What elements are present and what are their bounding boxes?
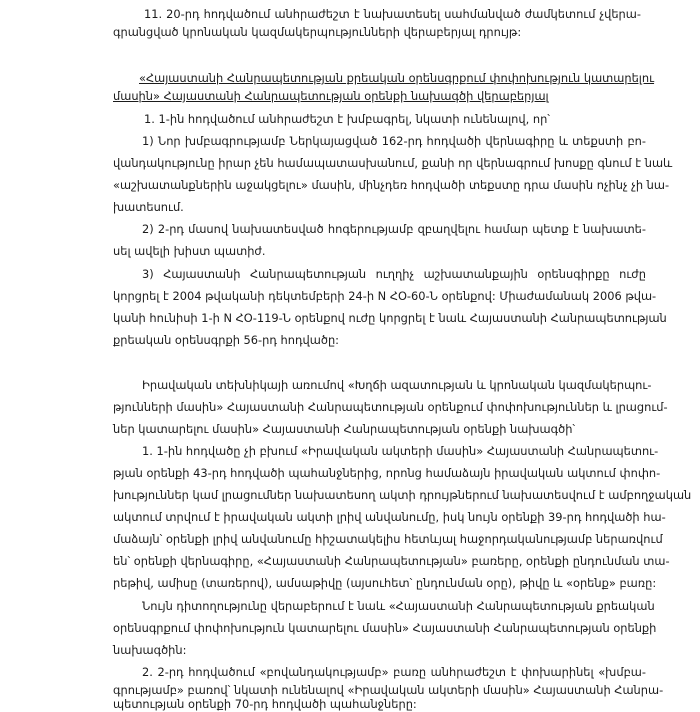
- text-line: 1. 1-ին հոդվածը չի բխում «Իրավական ակտերի մասին» Հայաստանի Հանրապետու-: [142, 444, 659, 458]
- section-heading: մասին» Հայաստանի Հանրապետության օրենքի նախագծի վերաբերյալ: [113, 89, 549, 103]
- text-line: 3) Հայաստանի Հանրապետության ուղղիչ աշխատանքային օրենսգիրքը ուժը: [142, 267, 646, 281]
- text-line: խություններ կամ լրացումներ նախատեսող ակտի դրույթներում նախատեսվում է ամբողջական: [113, 488, 692, 502]
- text-line: սել ավելի խիստ պատիժ.: [113, 244, 266, 258]
- text-line: կանի հունիսի 1-ի N ՀՕ-119-Ն օրենքով ուժը կորցրել է նաև Հայաստանի Հանրապետության: [113, 311, 667, 325]
- text-line: ակտում տրվում է իրավական ակտի լրիվ անվանումը, իսկ նույն օրենքի 39-րդ հոդվածի հա-: [113, 510, 666, 524]
- text-line: թյունների մասին» Հայաստանի Հանրապետության օրենքում փոփոխություններ և լրացում-: [113, 400, 668, 414]
- text-line: 11. 20-րդ հոդվածում անհրաժեշտ է նախատեսել սահմանված ժամկետում չվերա-: [144, 7, 641, 21]
- text-line: խատեսում.: [113, 200, 184, 214]
- text-line: 1. 1-ին հոդվածում անհրաժեշտ է խմբագրել, նկատի ունենալով, որ՝: [144, 112, 551, 126]
- text-line: նախագծին:: [113, 643, 187, 657]
- text-line: «աշխատանքներին աջակցելու» մասին, մինչդեռ հոդվածի տեքստը դրա մասին ոչինչ չի նա-: [113, 178, 670, 192]
- text-line: վանդակությունը իրար չեն համապատասխանում, քանի որ վերնագրում խոսքը գնում է նաև: [113, 156, 673, 170]
- text-line: կորցրել է 2004 թվականի դեկտեմբերի 24-ի N ՀՕ-60-Ն օրենքով: Միաժամանակ 2006 թվա-: [113, 289, 657, 303]
- text-line: Իրավական տեխնիկայի առումով «Խղճի ազատության և կրոնական կազմակերպու-: [142, 378, 652, 392]
- text-line: 2. 2-րդ հոդվածում «բովանդակությամբ» բառը անհրաժեշտ է փոխարինել «խմբա-: [142, 665, 646, 679]
- section-heading: «Հայաստանի Հանրապետության քրեական օրենսգրքում փոփոխություն կատարելու: [139, 71, 655, 85]
- text-line: գրանցված կրոնական կազմակերպությունների վերաբերյալ դրույթ:: [113, 25, 522, 39]
- text-line: պետության օրենքի 70-րդ հոդվածի պահանջները:: [113, 697, 417, 711]
- text-line: գրությամբ» բառով՝ նկատի ունենալով «Իրավական ակտերի մասին» Հայաստանի Հանրա-: [113, 683, 664, 697]
- text-line: են՝ օրենքի վերնագիրը, «Հայաստանի Հանրապետության» բառերը, օրենքի ընդունման տա-: [113, 554, 670, 568]
- text-line: ներ կատարելու մասին» Հայաստանի Հանրապետության օրենքի նախագծի՝: [113, 422, 576, 436]
- text-line: Նույն դիտողությունը վերաբերում է նաև «Հայաստանի Հանրապետության քրեական: [142, 599, 655, 613]
- text-line: 2) 2-րդ մասով նախատեսված հոգերությամբ զբաղվելու համար պետք է նախատե-: [142, 222, 646, 236]
- text-line: թյան օրենքի 43-րդ հոդվածի պահանջներից, որոնց համաձայն իրավական ակտում փոփո-: [113, 466, 661, 480]
- text-line: 1) Նոր խմբագրությամբ Ներկայացված 162-րդ հոդվածի վերնագիրը և տեքստի բո-: [142, 134, 646, 148]
- text-line: րեթիվ, ամիսը (տառերով), ամսաթիվը (այսուհետ՝ ընդունման օրը), թիվը և «օրենք» բառը:: [113, 576, 657, 590]
- text-line: քրեական օրենսգրքի 56-րդ հոդվածը:: [113, 333, 340, 347]
- text-line: մաձայն՝ օրենքի լրիվ անվանումը հիշատակելիս հետևյալ հաջորդականությամբ ներառվում: [113, 532, 663, 546]
- text-line: օրենսգրքում փոփոխություն կատարելու մասին» Հայաստանի Հանրապետության օրենքի: [113, 621, 657, 635]
